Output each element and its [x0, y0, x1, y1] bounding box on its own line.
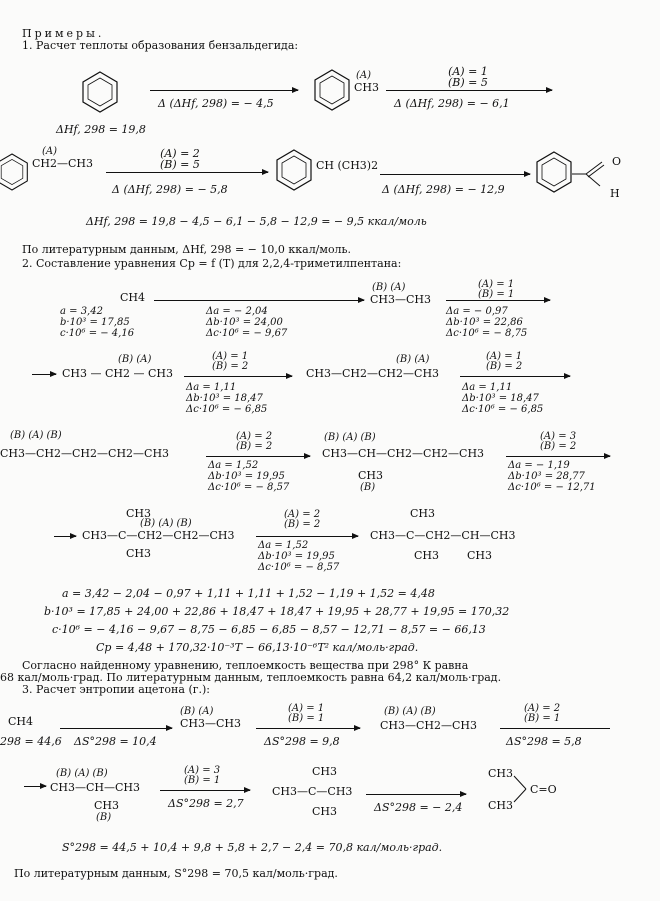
example3-title: 3. Расчет энтропии ацетона (г.):: [22, 683, 210, 696]
reaction-arrow: [206, 456, 310, 457]
butane: CH3—CH2—CH2—CH3: [306, 367, 440, 380]
s3-label: ΔS°298 = 5,8: [506, 735, 582, 748]
aldehyde-oxygen: O: [612, 155, 622, 168]
r7-rhs-top-methyl: CH3: [410, 507, 436, 520]
s-isobutane-branch: CH3: [94, 799, 120, 812]
reaction-arrow: [460, 376, 570, 377]
r2-counts: (A) = 1 (B) = 1: [478, 279, 515, 300]
s-isobutane: CH3—CH—CH3: [50, 781, 141, 794]
sum-c: c·10⁶ = − 4,16 − 9,67 − 8,75 − 6,85 − 6,85 − 8,57 − 12,71 − 8,57 = − 66,13: [52, 623, 486, 636]
ethylbenzene-ring-icon: [0, 150, 30, 194]
step2-label: Δ (ΔHf, 298) = − 6,1: [394, 97, 510, 110]
reaction-arrow: [184, 376, 292, 377]
reaction-arrow: [446, 300, 550, 301]
methyl-substituent: CH3: [354, 81, 380, 94]
sum-b: b·10³ = 17,85 + 24,00 + 22,86 + 18,47 + 18,47 + 19,95 + 28,77 + 19,95 = 170,32: [44, 605, 510, 618]
section-heading: Примеры.: [22, 27, 105, 40]
reaction-line: [500, 728, 610, 729]
enthalpy-sum: ΔHf, 298 = 19,8 − 4,5 − 6,1 − 5,8 − 12,9 = − 9,5 ккал/моль: [86, 215, 427, 228]
s5-label: ΔS°298 = − 2,4: [374, 801, 463, 814]
reaction-arrow: [386, 90, 552, 91]
s-propane: CH3—CH2—CH3: [380, 719, 478, 732]
toluene-ring-icon: [312, 68, 352, 112]
r5-counts: (A) = 2 (B) = 2: [236, 431, 273, 452]
r5-atom-labels: (B) (A) (B): [10, 430, 62, 441]
step1-label: Δ (ΔHf, 298) = − 4,5: [158, 97, 274, 110]
s-neopentane: CH3—C—CH3: [272, 785, 353, 798]
ethane: CH3—CH3: [370, 293, 432, 306]
cumene-ring-icon: [274, 148, 314, 192]
enthalpy-literature: По литературным данным, ΔHf, 298 = − 10,0 ккал/моль.: [22, 243, 352, 256]
r5-rhs-atom-labels: (B) (A) (B): [324, 432, 376, 443]
continuation-arrow: [54, 536, 76, 537]
isopentane-branch: CH3: [358, 469, 384, 482]
r7-bottom-methyl: CH3: [126, 547, 152, 560]
example2-title: 2. Составление уравнения Cp = f (T) для 2,2,4-триметилпентана:: [22, 257, 402, 270]
r4-deltas: Δa = 1,11 Δb·10³ = 18,47 Δc·10⁶ = − 6,85: [462, 382, 544, 415]
s1-atom-labels: (B) (A): [180, 706, 214, 717]
continuation-arrow: [32, 374, 56, 375]
s-methane: CH4: [8, 715, 34, 728]
reaction-arrow: [256, 728, 360, 729]
ethyl-substituent: CH2—CH3: [32, 157, 94, 170]
s2-label: ΔS°298 = 9,8: [264, 735, 340, 748]
step2-counts: (A) = 1 (B) = 5: [448, 65, 488, 89]
propane: CH3 — CH2 — CH3: [62, 367, 174, 380]
r7-deltas: Δa = 1,52 Δb·10³ = 19,95 Δc·10⁶ = − 8,57: [258, 540, 340, 573]
methane: CH4: [120, 291, 146, 304]
acetone-bottom-methyl: CH3: [488, 799, 514, 812]
reaction-arrow: [60, 728, 172, 729]
isopentane: CH3—CH—CH2—CH2—CH3: [322, 447, 485, 460]
entropy-literature: По литературным данным, S°298 = 70,5 кал/моль·град.: [14, 867, 338, 880]
r3-rhs-atom-labels: (B) (A): [396, 354, 430, 365]
s2-atom-labels: (B) (A) (B): [384, 706, 436, 717]
reaction-arrow: [106, 172, 268, 173]
acetone-bond-icon: [514, 772, 528, 806]
r7-counts: (A) = 2 (B) = 2: [284, 509, 321, 530]
start-coefficients: a = 3,42 b·10³ = 17,85 c·10⁶ = − 4,16: [60, 306, 135, 339]
s-ethane: CH3—CH3: [180, 717, 242, 730]
isopentane-branch-label: (B): [360, 482, 376, 493]
entropy-sum: S°298 = 44,5 + 10,4 + 9,8 + 5,8 + 2,7 − 2,4 = 70,8 кал/моль·град.: [62, 841, 443, 854]
r1-atom-labels: (B) (A): [372, 282, 406, 293]
r3-atom-labels: (B) (A): [118, 354, 152, 365]
dimethylbutane: CH3—C—CH2—CH2—CH3: [82, 529, 235, 542]
r4-counts: (A) = 1 (B) = 2: [486, 351, 523, 372]
continuation-arrow: [24, 786, 46, 787]
r6-counts: (A) = 3 (B) = 2: [540, 431, 577, 452]
reaction-arrow: [366, 794, 466, 795]
cp-equation: Cp = 4,48 + 170,32·10⁻³T − 66,13·10⁻⁶T² кал/моль·град.: [96, 641, 419, 654]
step4-label: Δ (ΔHf, 298) = − 12,9: [382, 183, 505, 196]
note-line1: Согласно найденному уравнению, теплоемкость вещества при 298° К равна: [22, 659, 469, 672]
s1-label: ΔS°298 = 10,4: [74, 735, 157, 748]
step3-counts: (A) = 2 (B) = 5: [160, 147, 200, 171]
reaction-arrow: [160, 790, 250, 791]
reaction-arrow: [154, 300, 364, 301]
pentane: CH3—CH2—CH2—CH2—CH3: [0, 447, 170, 460]
s2-counts: (A) = 1 (B) = 1: [288, 703, 325, 724]
r6-deltas: Δa = − 1,19 Δb·10³ = 28,77 Δc·10⁶ = − 12,71: [508, 460, 596, 493]
s3-counts: (A) = 2 (B) = 1: [524, 703, 561, 724]
acetone-carbonyl: C=O: [530, 783, 557, 796]
ring-position-label: (A): [42, 146, 58, 157]
s-neopentane-top: CH3: [312, 765, 338, 778]
s-isobutane-branch-label: (B): [96, 812, 112, 823]
s-methane-entropy: 298 = 44,6: [0, 735, 62, 748]
r7-atom-labels: (B) (A) (B): [140, 518, 192, 529]
step3-label: Δ (ΔHf, 298) = − 5,8: [112, 183, 228, 196]
aldehyde-hydrogen: H: [610, 187, 620, 200]
note-line2: 68 кал/моль·град. По литературным данным, теплоемкость равна 64,2 кал/моль·град.: [0, 671, 502, 684]
benzene-enthalpy: ΔHf, 298 = 19,8: [56, 123, 146, 136]
r7-rhs-bottom-methyls: CH3 CH3: [414, 549, 492, 562]
trimethylpentane: CH3—C—CH2—CH—CH3: [370, 529, 516, 542]
example1-title: 1. Расчет теплоты образования бензальдегида:: [22, 39, 299, 52]
s4-label: ΔS°298 = 2,7: [168, 797, 244, 810]
reaction-arrow: [380, 174, 530, 175]
reaction-arrow: [150, 90, 298, 91]
isopropyl-substituent: CH (CH3)2: [316, 159, 379, 172]
benzene-ring-icon: [80, 70, 120, 114]
r3-deltas: Δa = 1,11 Δb·10³ = 18,47 Δc·10⁶ = − 6,85: [186, 382, 268, 415]
r7-top-methyl: CH3: [126, 507, 152, 520]
r5-deltas: Δa = 1,52 Δb·10³ = 19,95 Δc·10⁶ = − 8,57: [208, 460, 290, 493]
acetone-top-methyl: CH3: [488, 767, 514, 780]
ring-position-label: (A): [356, 70, 372, 81]
r2-deltas: Δa = − 0,97 Δb·10³ = 22,86 Δc·10⁶ = − 8,75: [446, 306, 528, 339]
r3-counts: (A) = 1 (B) = 2: [212, 351, 249, 372]
s-neopentane-bottom: CH3: [312, 805, 338, 818]
s4-counts: (A) = 3 (B) = 1: [184, 765, 221, 786]
r1-deltas: Δa = − 2,04 Δb·10³ = 24,00 Δc·10⁶ = − 9,67: [206, 306, 288, 339]
sum-a: a = 3,42 − 2,04 − 0,97 + 1,11 + 1,11 + 1,52 − 1,19 + 1,52 = 4,48: [62, 587, 435, 600]
reaction-arrow: [256, 536, 358, 537]
reaction-arrow: [506, 456, 610, 457]
s4-atom-labels: (B) (A) (B): [56, 768, 108, 779]
